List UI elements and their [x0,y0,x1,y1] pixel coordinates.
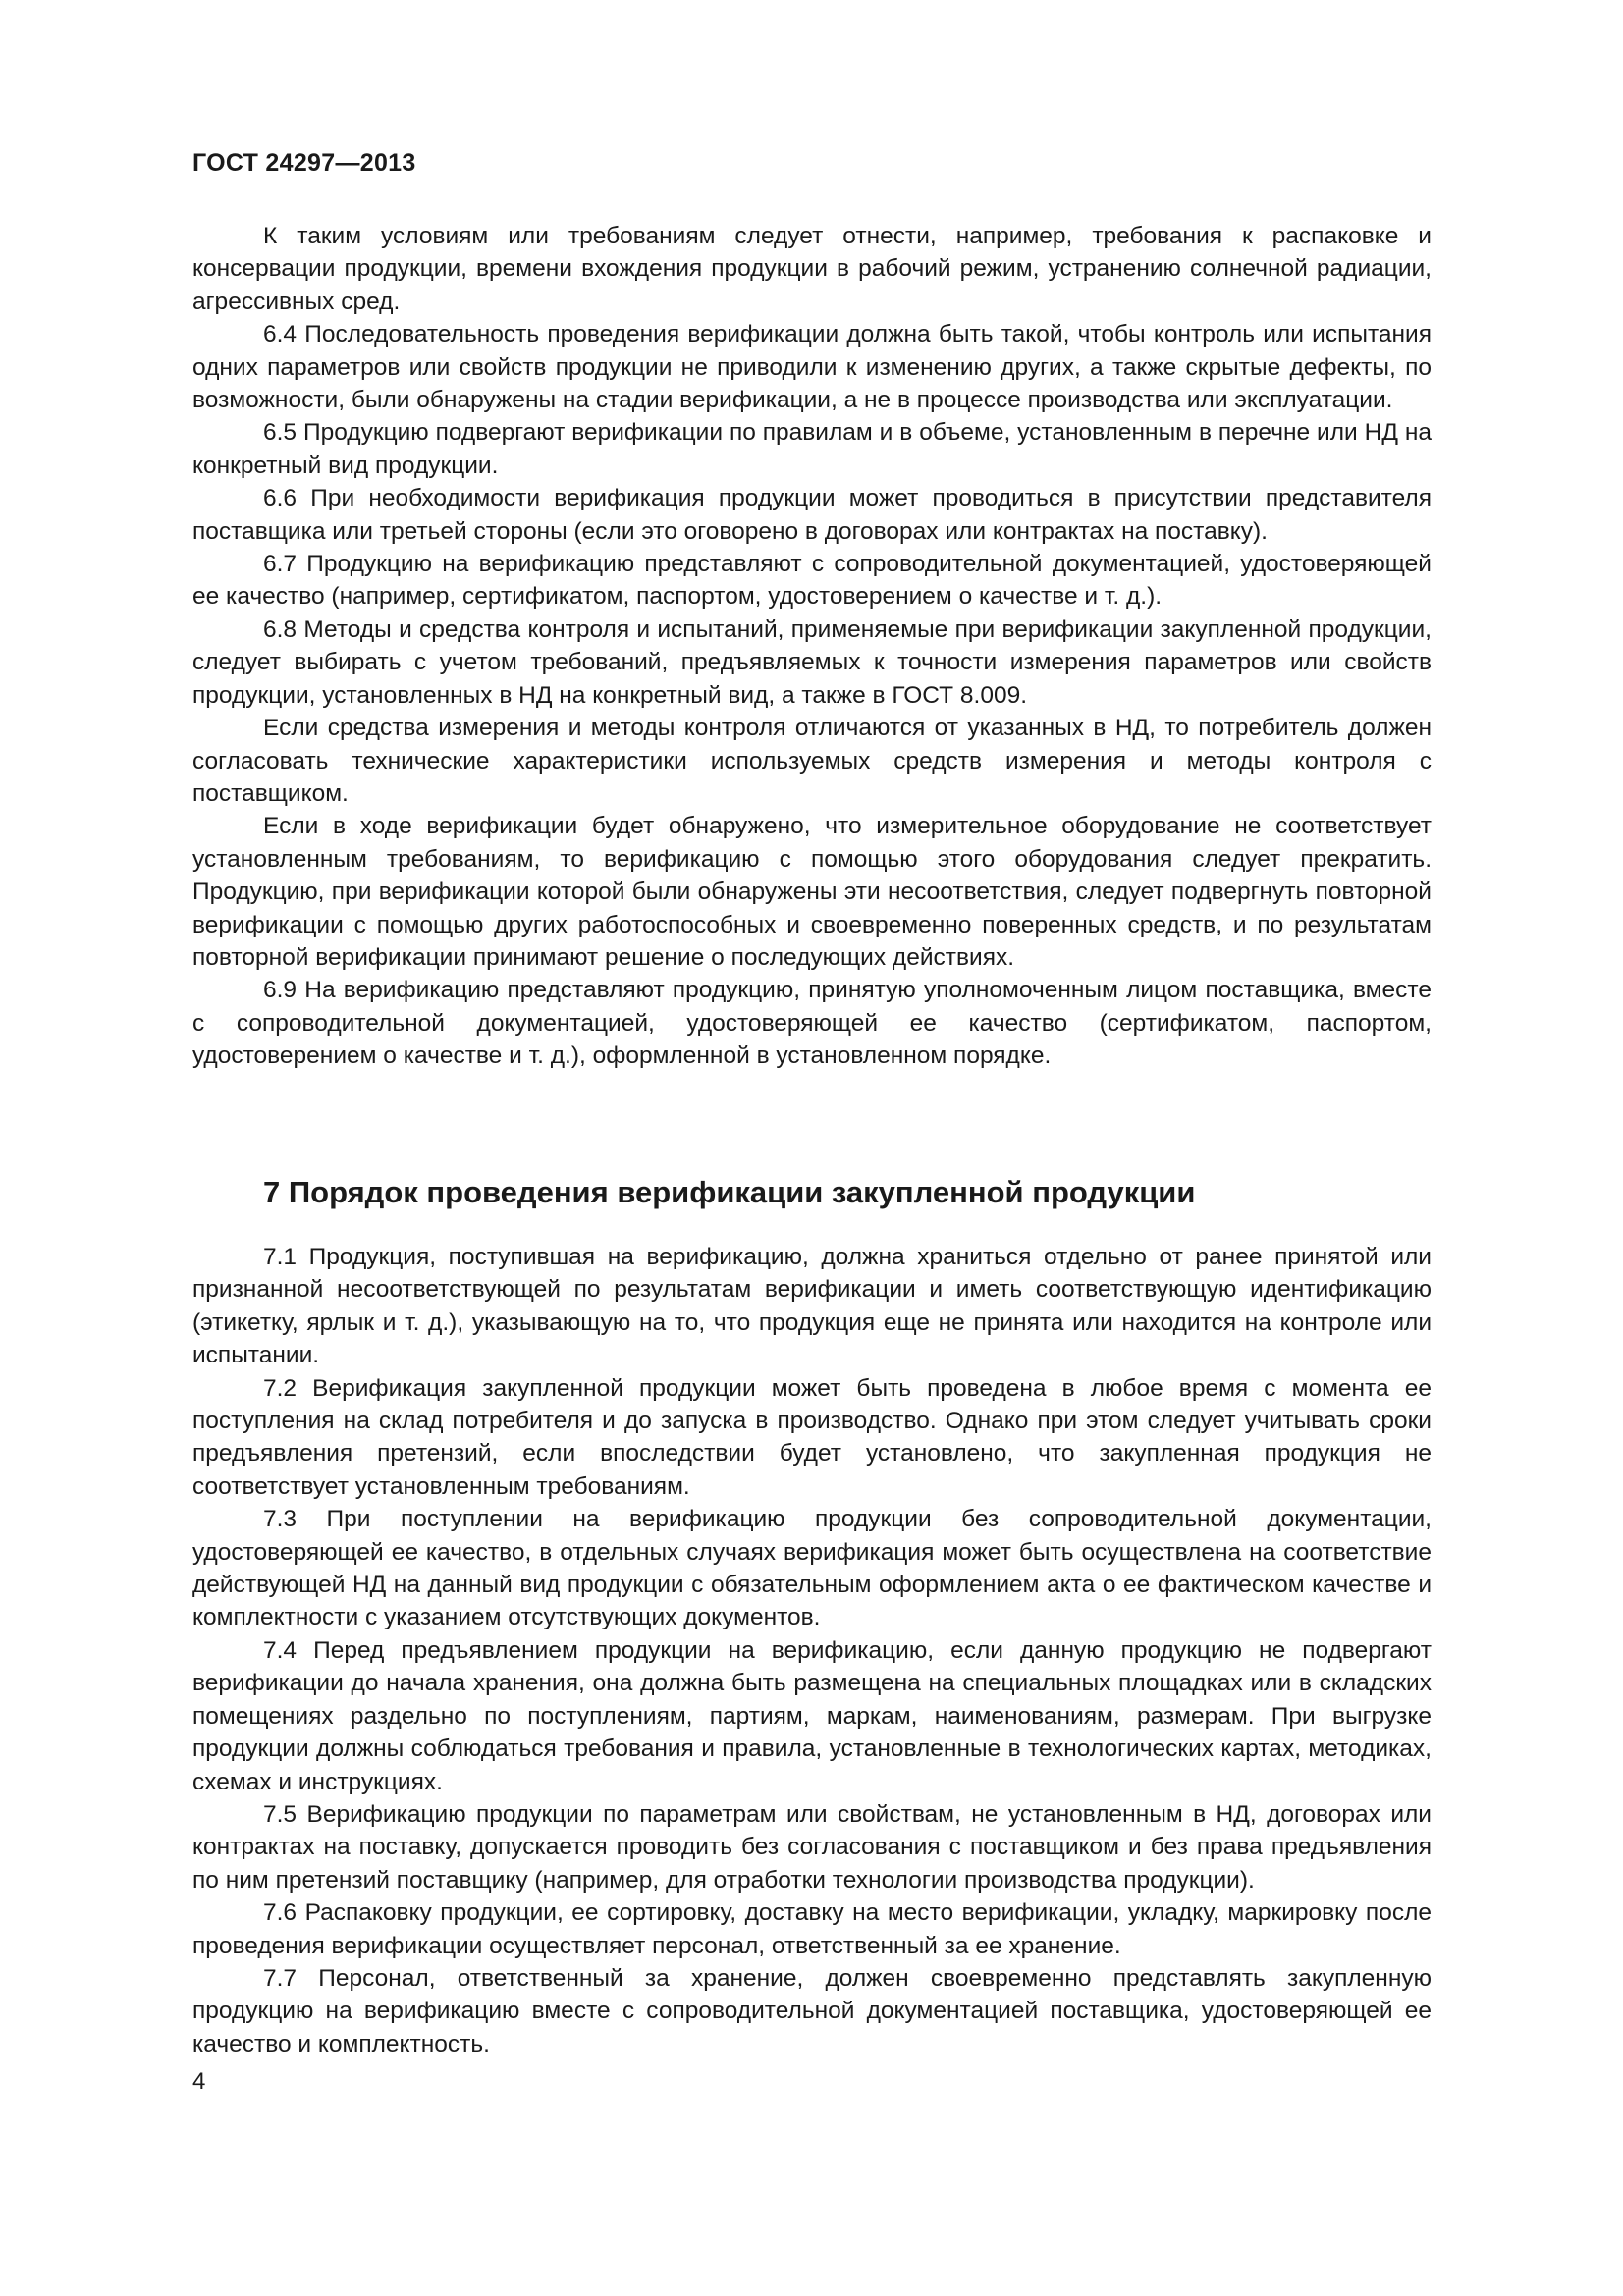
section-7-text [192,1241,1432,2060]
paragraph-7-5: 7.5 Верификацию продукции по параметрам или свойствам, не установленным в НД, договорах или контрактах на поставку, допускается проводить без согласования с поставщиком и без права предъявления по ним претензий поставщику (например, для отработки технологии производства продукции). [192,1800,1432,1894]
paragraph: Если средства измерения и методы контроля отличаются от указанных в НД, то потребитель должен согласовать технические характеристики используемых средств измерения и методы контроля с поставщиком. [192,715,1432,807]
paragraph-6-5: 6.5 Продукцию подвергают верификации по правилам и в объеме, установленным в перечне или НД на конкретный вид продукции. [192,419,1432,479]
document-code-header: ГОСТ 24297—2013 [192,149,416,177]
paragraph-7-1: 7.1 Продукция, поступившая на верификацию, должна храниться отдельно от ранее принятой или признанной несоответствующей по результатам верификации и иметь соответствующую идентификацию (этикетку, ярлык и т. д.), указывающую на то, что продукция еще не принята или находится на контроле или испытании. [192,1244,1432,1369]
paragraph-6-4: 6.4 Последовательность проведения верификации должна быть такой, чтобы контроль или испытания одних параметров или свойств продукции не приводили к изменению других, а также скрытые дефекты, по возможности, были обнаружены на стадии верификации, а не в процессе производства или эксплуатации. [192,321,1432,414]
paragraph-7-6: 7.6 Распаковку продукции, ее сортировку, доставку на место верификации, укладку, маркировку после проведения верификации осуществляет персонал, ответственный за ее хранение. [192,1899,1432,1959]
paragraph-7-3: 7.3 При поступлении на верификацию продукции без сопроводительной документации, удостоверяющей ее качество, в отдельных случаях верификация может быть осуществлена на соответствие действующей НД на данный вид продукции с обязательным оформлением акта о ее фактическом качестве и комплектности с указанием отсутствующих документов. [192,1506,1432,1631]
paragraph-7-4: 7.4 Перед предъявлением продукции на верификацию, если данную продукцию не подвергают верификации до начала хранения, она должна быть размещена на специальных площадках или в складских помещениях раздельно по поступлениям, партиям, маркам, наименованиям, размерам. При выгрузке продукции должны соблюдаться требования и правила, установленные в технологических картах, методиках, схемах и инструкциях. [192,1636,1432,1795]
paragraph-7-7: 7.7 Персонал, ответственный за хранение, должен своевременно представлять закупленную продукцию на верификацию вместе с сопроводительной документацией поставщика, удостоверяющей ее качество и комплектность. [192,1964,1432,2057]
paragraph: К таким условиям или требованиям следует отнести, например, требования к распаковке и консервации продукции, времени вхождения продукции в рабочий режим, устранению солнечной радиации, агрессивных сред. [192,223,1432,315]
paragraph-6-6: 6.6 При необходимости верификация продукции может проводиться в присутствии представителя поставщика или третьей стороны (если это оговорено в договорах или контрактах на поставку). [192,485,1432,545]
paragraph-6-7: 6.7 Продукцию на верификацию представляют с сопроводительной документацией, удостоверяющей ее качество (например, сертификатом, паспортом, удостоверением о качестве и т. д.). [192,551,1432,611]
page-number: 4 [192,2068,206,2095]
paragraph-6-8: 6.8 Методы и средства контроля и испытаний, применяемые при верификации закупленной продукции, следует выбирать с учетом требований, предъявляемых к точности измерения параметров или свойств продукции, установленных в НД на конкретный вид, а также в ГОСТ 8.009. [192,615,1432,709]
paragraph: Если в ходе верификации будет обнаружено, что измерительное оборудование не соответствует установленным требованиям, то верификацию с помощью этого оборудования следует прекратить. Продукцию, при верификации которой были обнаружены эти несоответствия, следует подвергнуть повторной верификации с помощью других работоспособных и своевременно поверенных средств, и по результатам повторной верификации принимают решение о последующих действиях. [192,813,1432,971]
section-7-title: 7 Порядок проведения верификации закупленной продукции [263,1175,1196,1209]
paragraph-6-9: 6.9 На верификацию представляют продукцию, принятую уполномоченным лицом поставщика, вместе с сопроводительной документацией, удостоверяющей ее качество (сертификатом, паспортом, удостоверением о качестве и т. д.), оформленной в установленном порядке. [192,977,1432,1070]
section-6-text [192,220,1432,1073]
paragraph-7-2: 7.2 Верификация закупленной продукции может быть проведена в любое время с момента ее поступления на склад потребителя и до запуска в производство. Однако при этом следует учитывать сроки предъявления претензий, если впоследствии будет установлено, что закупленная продукция не соответствует установленным требованиям. [192,1374,1432,1500]
